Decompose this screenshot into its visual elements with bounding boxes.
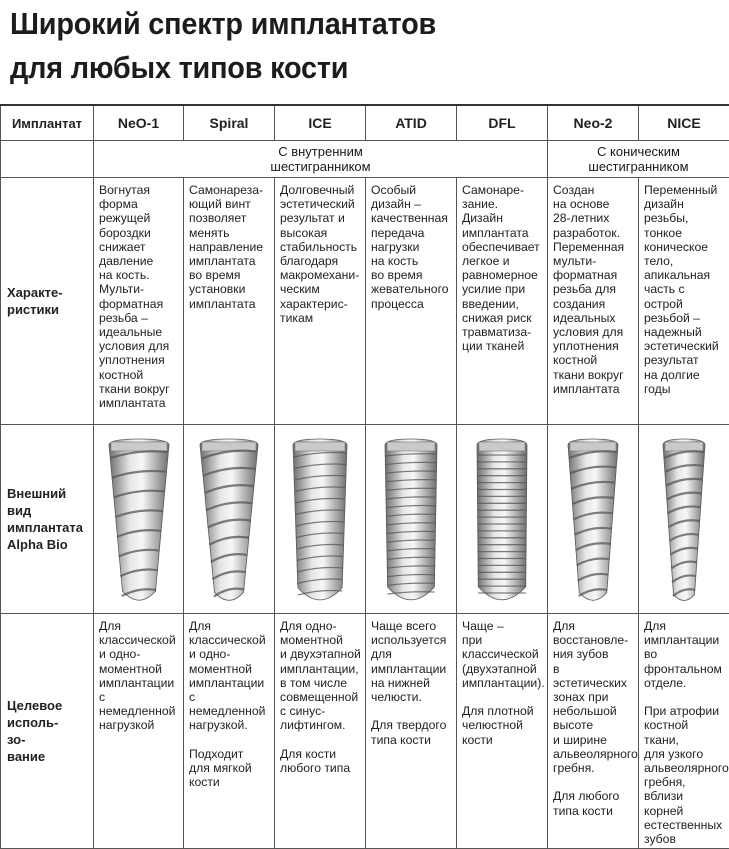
implant-collar-shape	[295, 442, 345, 451]
appearance-row	[1, 425, 729, 614]
usage-text: Для классической и одно- моментной имплантации с немедленной нагрузкой	[99, 619, 180, 733]
header-spiral: Spiral	[184, 105, 275, 141]
usage-ice	[275, 614, 366, 849]
characteristics-text: Самонареза- ющий винт позволяет менять направление имплантата во время установки имплантата	[189, 183, 271, 311]
characteristics-spiral	[184, 178, 275, 425]
usage-row	[1, 614, 729, 849]
usage-text: Для классической и одно- моментной имплантации с немедленной нагрузкой. Подходит для мягкой кости	[189, 619, 271, 789]
characteristics-text: Особый дизайн – качественная передача нагрузки на кость во время жевательного процесса	[371, 183, 453, 311]
usage-spiral	[184, 614, 275, 849]
characteristics-dfl	[457, 178, 548, 425]
header-ice: ICE	[275, 105, 366, 141]
usage-nice	[639, 614, 729, 849]
connection-conical-hex	[548, 141, 729, 178]
characteristics-text: Переменный дизайн резьбы, тонкое коническое тело, апикальная часть с острой резьбой – надежный эстетический результат на долгие годы	[644, 183, 726, 396]
usage-neo-1	[94, 614, 184, 849]
implant-ice-image	[280, 431, 360, 607]
characteristics-atid	[366, 178, 457, 425]
implant-nice-image	[644, 431, 724, 607]
connection-row	[1, 141, 729, 178]
page-title	[10, 2, 675, 90]
header-atid: ATID	[366, 105, 457, 141]
implant-neo-2-image	[553, 431, 633, 607]
implant-collar-shape	[111, 442, 167, 451]
implant-image-neo-1	[94, 425, 184, 614]
implant-atid-image	[371, 431, 451, 607]
usage-text: Чаще всего используется для имплантации на нижней челюсти. Для твердого типа кости	[371, 619, 453, 747]
characteristics-text: Долговечный эстетический результат и высокая стабильность благодаря макромехани- ческим характерис- тикам	[280, 183, 362, 325]
header-neo-1: NeO-1	[94, 105, 184, 141]
appearance-label-text: Внешний вид имплантата Alpha Bio	[7, 485, 93, 553]
usage-text: Для одно- моментной и двухэтапной имплантации, в том числе совмещенной с синус- лифтингом. Для кости любого типа	[280, 619, 362, 775]
implant-image-nice	[639, 425, 729, 614]
implant-image-neo-2	[548, 425, 639, 614]
characteristics-row	[1, 178, 729, 425]
usage-text: Для имплантации во фронтальном отделе. При атрофии костной ткани, для узкого альвеолярного гребня, вблизи корней естественных зубов	[644, 619, 726, 846]
implant-body-shape	[109, 439, 169, 600]
header-dfl: DFL	[457, 105, 548, 141]
usage-label-text: Целевое исполь- зо- вание	[7, 697, 93, 765]
characteristics-text: Вогнутая форма режущей бороздки снижает давление на кость. Мульти- форматная резьба – идеальные условия для уплотнения костной ткани вокруг имплантата	[99, 183, 180, 410]
implant-body-shape	[568, 439, 618, 600]
implant-body-shape	[293, 439, 347, 600]
connection-conical-text: С коническим шестигранником	[548, 144, 729, 174]
title-line-1: Широкий спектр имплантатов	[10, 2, 675, 46]
implant-image-atid	[366, 425, 457, 614]
connection-internal-hex	[94, 141, 548, 178]
implant-collar-shape	[570, 442, 616, 451]
title-line-2: для любых типов кости	[10, 46, 675, 90]
characteristics-text: Самонаре- зание. Дизайн имплантата обеспечивает легкое и равномерное усилие при введении, снижая риск травматиза- ции тканей	[462, 183, 544, 353]
implant-neo-1-image	[99, 431, 179, 607]
implant-collar-shape	[387, 442, 435, 451]
characteristics-label	[1, 178, 94, 425]
characteristics-ice	[275, 178, 366, 425]
characteristics-neo-2	[548, 178, 639, 425]
connection-row-label	[1, 141, 94, 178]
appearance-label	[1, 425, 94, 614]
usage-text: Чаще – при классической (двухэтапной имплантации). Для плотной челюстной кости	[462, 619, 544, 747]
usage-neo-2	[548, 614, 639, 849]
connection-internal-text: С внутренним шестигранником	[94, 144, 547, 174]
usage-label	[1, 614, 94, 849]
implant-image-dfl	[457, 425, 548, 614]
characteristics-neo-1	[94, 178, 184, 425]
usage-text: Для восстановле- ния зубов в эстетических зонах при небольшой высоте и ширине альвеолярного гребня. Для любого типа кости	[553, 619, 635, 818]
implant-collar-shape	[665, 442, 703, 451]
usage-dfl	[457, 614, 548, 849]
header-row-label: Имплантат	[1, 105, 94, 141]
characteristics-label-text: Характе- ристики	[7, 284, 93, 318]
characteristics-text: Создан на основе 28-летних разработок. Переменная мульти- форматная резьба для создания идеальных условия для уплотнения костной ткани вокруг имплантата	[553, 183, 635, 396]
implant-image-spiral	[184, 425, 275, 614]
implant-image-ice	[275, 425, 366, 614]
characteristics-nice	[639, 178, 729, 425]
implant-collar-shape	[479, 442, 525, 451]
implant-body-shape	[477, 439, 527, 600]
implant-dfl-image	[462, 431, 542, 607]
header-nice: NICE	[639, 105, 729, 141]
usage-atid	[366, 614, 457, 849]
header-neo-2: Neo-2	[548, 105, 639, 141]
header-row	[1, 105, 729, 141]
implant-comparison-table	[0, 104, 729, 849]
implant-spiral-image	[189, 431, 269, 607]
